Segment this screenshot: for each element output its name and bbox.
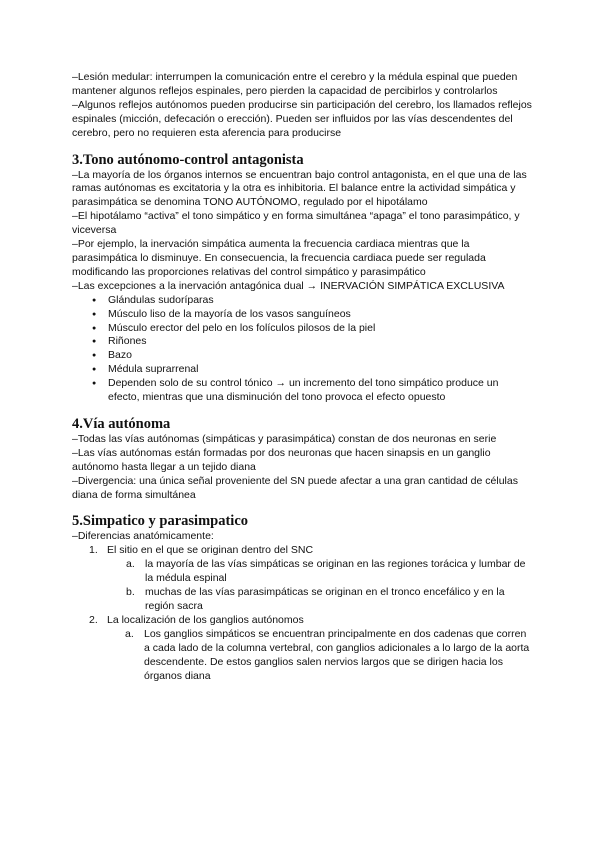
section-3-paragraph: –El hipotálamo “activa” el tono simpático y en forma simultánea “apaga” el tono parasimpático, y viceversa xyxy=(72,210,520,237)
list-number: 2. xyxy=(89,613,98,626)
list-letter: b. xyxy=(126,586,135,599)
section-4-paragraph: –Todas las vías autónomas (simpáticas y parasimpática) constan de dos neuronas en serie xyxy=(72,432,497,445)
section-3-paragraph: –Las excepciones a la inervación antagónica dual → INERVACIÓN SIMPÁTICA EXCLUSIVA xyxy=(72,279,505,292)
intro-block xyxy=(72,71,532,141)
intro-paragraph: –Algunos reflejos autónomos pueden producirse sin participación del cerebro, los llamados reflejos espinales (micción, defecación o erección). Pueden ser influidos por las vías descendentes del cerebro, pero no requieren esta aferencia para producirse xyxy=(72,98,532,139)
differences-list xyxy=(72,544,532,683)
section-4-paragraph: –Las vías autónomas están formadas por dos neuronas que hacen sinapsis en un ganglio autónomo hasta llegar a un tejido diana xyxy=(72,446,491,473)
list-item: ● Glándulas sudoríparas xyxy=(92,294,532,308)
list-item xyxy=(89,614,532,684)
list-letter: a. xyxy=(125,627,134,640)
sub-list-item xyxy=(126,586,532,614)
sub-list-item xyxy=(125,628,532,684)
list-item: ● Bazo xyxy=(92,349,532,363)
sub-list xyxy=(107,558,532,614)
section-4-title: 4.Vía autónoma xyxy=(72,415,171,432)
section-3-paragraph: –La mayoría de los órganos internos se encuentran bajo control antagonista, en el que una de las ramas autónomas es excitatoria y la otra es inhibitoria. El balance entre la actividad simpática y parasimpática se denomina TONO AUTÓNOMO, regulado por el hipotálamo xyxy=(72,168,527,209)
document-page xyxy=(72,71,532,694)
list-item: ● Músculo erector del pelo en los folículos pilosos de la piel xyxy=(92,322,532,336)
sub-list xyxy=(107,628,532,684)
list-letter: a. xyxy=(126,558,135,571)
section-5-intro: –Diferencias anatómicamente: xyxy=(72,530,214,543)
list-item: ● Dependen solo de su control tónico → un incremento del tono simpático produce un efecto, mientras que una disminución del tono provoca el efecto opuesto xyxy=(92,377,532,405)
section-3-paragraph: –Por ejemplo, la inervación simpática aumenta la frecuencia cardiaca mientras que la parasimpática lo disminuye. En consecuencia, la frecuencia cardiaca puede ser regulada modificando las proporciones relativas del control simpático y parasimpático xyxy=(72,238,486,278)
section-3-title: 3.Tono autónomo-control antagonista xyxy=(72,151,304,168)
sub-list-item xyxy=(126,558,532,586)
sub-list-item-text: muchas de las vías parasimpáticas se originan en el tronco encefálico y en la región sacra xyxy=(145,586,505,612)
list-item: ● Médula suprarrenal xyxy=(92,363,532,377)
list-number: 1. xyxy=(89,544,98,557)
list-item: ● Riñones xyxy=(92,335,532,349)
section-4-paragraph: –Divergencia: una única señal proveniente del SN puede afectar a una gran cantidad de células diana de forma simultánea xyxy=(72,474,518,501)
section-5 xyxy=(72,513,532,683)
sub-list-item-text: la mayoría de las vías simpáticas se originan en las regiones torácica y lumbar de la médula espinal xyxy=(145,558,526,585)
list-item xyxy=(89,544,532,614)
section-5-title: 5.Simpatico y parasimpatico xyxy=(72,513,249,530)
intro-paragraph: –Lesión medular: interrumpen la comunicación entre el cerebro y la médula espinal que pueden mantener algunos reflejos espinales, pero pierden la capacidad de percibirlos y controlarlos xyxy=(72,71,518,97)
sub-list-item-text: Los ganglios simpáticos se encuentran principalmente en dos cadenas que corren a cada lado de la columna vertebral, con ganglios adicionales a lo largo de la aorta descendente. De estos ganglios salen nervios largos que se dirigen hacia los órganos diana xyxy=(144,627,530,682)
list-item-text: La localización de los ganglios autónomos xyxy=(107,613,304,626)
section-3 xyxy=(72,152,532,405)
exclusive-innervation-list xyxy=(72,294,532,405)
list-item-text: El sitio en el que se originan dentro del SNC xyxy=(107,544,314,557)
section-4 xyxy=(72,416,532,503)
list-item: ● Músculo liso de la mayoría de los vasos sanguíneos xyxy=(92,308,532,322)
